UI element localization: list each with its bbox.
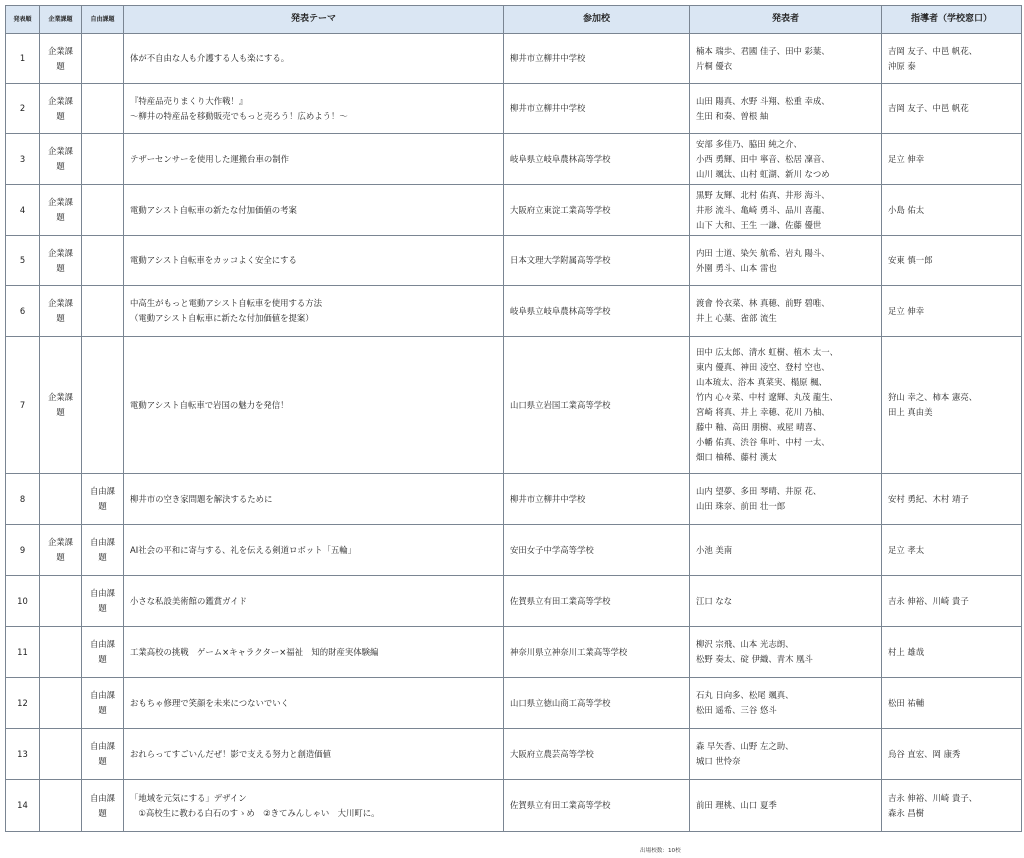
theme-cell [124,185,504,236]
theme-cell [124,627,504,678]
advisor-line: 小島 佑太 [888,204,925,215]
advisor-line: 安村 勇紀、木村 靖子 [888,493,969,504]
order-number-cell: 6 [6,286,40,337]
school-cell: 柳井市立柳井中学校 [504,34,690,84]
advisor-line: 田上 真由美 [888,407,933,417]
header-school: 参加校 [504,6,690,34]
advisor-line: 吉岡 友子、中邑 帆花、 [888,45,978,56]
advisor-cell [882,134,1022,185]
presenters-line: 井上 心葉、雀部 流生 [696,313,777,323]
header-theme: 発表テーマ [124,6,504,34]
order-number-cell: 3 [6,134,40,185]
presenters-line: 山本琉太、浴本 真菜実、榻原 楓、 [696,377,827,387]
school-cell: 岐阜県立岐阜農林高等学校 [504,134,690,185]
free-task-cell: 自由課題 [82,525,124,576]
theme-line: AI社会の平和に寄与する、礼を伝える剣道ロボット「五輪」 [130,544,356,555]
presenters-line: 小池 美南 [696,544,733,555]
theme-line: おもちゃ修理で笑顔を未来につないでいく [130,697,289,708]
school-cell: 神奈川県立神奈川工業高等学校 [504,627,690,678]
presenters-cell [690,286,882,337]
presenters-line: 江口 なな [696,595,733,606]
advisor-cell [882,474,1022,525]
advisor-line: 足立 孝太 [888,544,925,555]
order-number-cell: 1 [6,34,40,84]
corporate-task-cell: 企業課題 [40,84,82,134]
header-row [6,6,1022,34]
theme-cell [124,134,504,185]
corporate-task-cell [40,678,82,729]
presenters-line: 山川 颯汰、山村 虹湖、新川 なつめ [696,168,830,179]
presenters-line: 柳沢 宗飛、山本 光志朗、 [696,639,794,649]
school-cell: 山口県立徳山商工高等学校 [504,678,690,729]
presenters-line: 前田 理桃、山口 夏季 [696,800,777,810]
presenters-line: 松野 奏太、碇 伊織、青木 凰斗 [696,654,813,664]
order-number-cell: 12 [6,678,40,729]
advisor-cell [882,780,1022,832]
presenters-line: 内田 士道、染矢 航希、岩丸 陽斗、 [696,247,830,258]
schedule-table-container [5,5,1022,832]
presenters-line: 宮崎 将真、井上 幸穂、花川 乃柚、 [696,407,830,417]
presenters-cell [690,185,882,236]
advisor-line: 吉永 伸裕、川崎 貴子、 [888,792,978,803]
presenters-line: 石丸 日向多、松尾 颯真、 [696,690,794,700]
advisor-line: 沖原 泰 [888,60,916,71]
advisor-line: 狩山 幸之、柿本 憲亮、 [888,392,978,402]
theme-cell [124,576,504,627]
presenters-cell [690,337,882,474]
presenters-line: 山下 大和、王生 一謙、佐藤 優世 [696,219,822,230]
header-free: 自由課題 [82,6,124,34]
presenters-cell [690,84,882,134]
theme-cell [124,34,504,84]
free-task-cell [82,84,124,134]
theme-line: 中高生がもっと電動アシスト自転車を使用する方法 [130,298,323,308]
school-cell: 佐賀県立有田工業高等学校 [504,576,690,627]
corporate-task-cell [40,729,82,780]
theme-line: おれらってすごいんだぜ！影で支える努力と創造価値 [130,748,331,759]
advisor-line: 足立 伸幸 [888,153,925,164]
advisor-cell [882,236,1022,286]
advisor-line: 烏谷 直宏、岡 康秀 [888,748,961,759]
theme-line: 小さな私設美術館の鑑賞ガイド [130,595,247,606]
corporate-task-cell [40,780,82,832]
theme-cell [124,525,504,576]
school-cell: 日本文理大学附属高等学校 [504,236,690,286]
advisor-line: 安東 慎一郎 [888,255,933,265]
table-row [6,185,1022,236]
school-cell: 大阪府立農芸高等学校 [504,729,690,780]
corporate-task-cell [40,627,82,678]
theme-line: （電動アシスト自転車に新たな付加価値を提案） [130,313,314,323]
presenters-line: 田中 広太郎、清水 虹樹、植木 太一、 [696,347,838,357]
table-row [6,474,1022,525]
theme-line: 体が不自由な人も介護する人も楽にする。 [130,53,290,63]
theme-cell [124,678,504,729]
presenters-cell [690,729,882,780]
presenters-line: 外園 勇斗、山本 雷也 [696,262,777,273]
advisor-line: 吉永 伸裕、川崎 貴子 [888,595,969,606]
free-task-cell: 自由課題 [82,576,124,627]
header-presenters: 発表者 [690,6,882,34]
free-task-cell [82,34,124,84]
table-row [6,134,1022,185]
presenters-line: 森 早矢香、山野 左之助、 [696,741,794,751]
presenters-cell [690,678,882,729]
theme-line: 電動アシスト自転車で岩国の魅力を発信！ [130,399,289,410]
theme-cell [124,474,504,525]
free-task-cell: 自由課題 [82,729,124,780]
corporate-task-cell [40,576,82,627]
free-task-cell: 自由課題 [82,474,124,525]
presenters-line: 小幡 佑真、渋谷 隼叶、中村 一太、 [696,437,830,447]
table-row [6,236,1022,286]
presenters-line: 東内 優真、神田 凌空、登村 空也、 [696,362,830,372]
theme-line: 柳井市の空き家問題を解決するために [130,493,273,504]
school-cell: 岐阜県立岐阜農林高等学校 [504,286,690,337]
presenters-line: 竹内 心々菜、中村 遼輝、丸茂 龍生、 [696,392,838,402]
advisor-cell [882,678,1022,729]
advisor-cell [882,525,1022,576]
theme-line: 電動アシスト自転車をカッコよく安全にする [130,255,297,265]
order-number-cell: 9 [6,525,40,576]
school-cell: 柳井市立柳井中学校 [504,84,690,134]
free-task-cell: 自由課題 [82,627,124,678]
advisor-cell [882,84,1022,134]
presenters-line: 山田 珠奈、前田 壮一郎 [696,501,786,511]
advisor-cell [882,729,1022,780]
school-cell: 大阪府立東淀工業高等学校 [504,185,690,236]
order-number-cell: 2 [6,84,40,134]
theme-cell [124,780,504,832]
theme-cell [124,337,504,474]
table-row [6,627,1022,678]
presenters-line: 片桐 優衣 [696,60,733,71]
presenters-cell [690,34,882,84]
presenters-line: 渡會 怜衣菜、林 真穂、前野 碧唯、 [696,298,830,308]
presenters-line: 山田 陽真、水野 斗翔、松重 幸成、 [696,95,830,106]
corporate-task-cell: 企業課題 [40,337,82,474]
theme-cell [124,236,504,286]
theme-line: 『特産品売りまくり大作戦！』 [130,95,248,106]
advisor-line: 足立 伸幸 [888,305,925,316]
presenters-line: 安部 多佳乃、脇田 純之介、 [696,138,802,149]
presenters-cell [690,576,882,627]
free-task-cell [82,134,124,185]
advisor-cell [882,576,1022,627]
school-cell: 佐賀県立有田工業高等学校 [504,780,690,832]
presenters-line: 畑口 柚稀、藤村 漢太 [696,452,777,462]
order-number-cell: 10 [6,576,40,627]
corporate-task-cell: 企業課題 [40,286,82,337]
table-row [6,576,1022,627]
corporate-task-cell: 企業課題 [40,185,82,236]
school-cell: 柳井市立柳井中学校 [504,474,690,525]
free-task-cell: 自由課題 [82,780,124,832]
presenters-line: 生田 和奏、曽根 紬 [696,110,769,121]
theme-cell [124,729,504,780]
free-task-cell [82,236,124,286]
corporate-task-cell: 企業課題 [40,134,82,185]
table-row [6,337,1022,474]
theme-line: 工業高校の挑戦 ゲーム×キャラクター×福祉 知的財産実体験編 [130,646,379,657]
presenters-cell [690,134,882,185]
advisor-cell [882,627,1022,678]
corporate-task-cell: 企業課題 [40,525,82,576]
theme-line: 「地域を元気にする」デザイン [130,792,247,803]
header-advisor: 指導者（学校窓口） [882,6,1022,34]
advisor-line: 森永 昌樹 [888,807,925,818]
advisor-line: 村上 雄哉 [888,646,925,657]
table-row [6,780,1022,832]
free-task-cell [82,185,124,236]
corporate-task-cell [40,474,82,525]
order-number-cell: 8 [6,474,40,525]
presenters-cell [690,780,882,832]
school-cell: 安田女子中学高等学校 [504,525,690,576]
presenters-line: 藤中 釉、高田 朋樹、戒屋 晴喜、 [696,422,822,432]
order-number-cell: 4 [6,185,40,236]
table-row [6,678,1022,729]
table-row [6,286,1022,337]
order-number-cell: 7 [6,337,40,474]
order-number-cell: 14 [6,780,40,832]
table-row [6,525,1022,576]
free-task-cell: 自由課題 [82,678,124,729]
presenters-line: 楠本 瑞歩、君國 佳子、田中 彩葉、 [696,45,830,56]
table-row [6,84,1022,134]
advisor-cell [882,286,1022,337]
presenters-line: 小西 勇輝、田中 寧音、松居 凜音、 [696,153,830,164]
advisor-cell [882,34,1022,84]
theme-line: テザーセンサーを使用した運搬台車の制作 [130,153,289,164]
presenters-cell [690,236,882,286]
presenters-line: 松田 遥希、三谷 悠斗 [696,705,777,715]
order-number-cell: 11 [6,627,40,678]
header-corporate: 企業課題 [40,6,82,34]
theme-cell [124,286,504,337]
free-task-cell [82,286,124,337]
presenters-cell [690,525,882,576]
presenters-line: 黒野 友輝、北村 佑真、井形 海斗、 [696,189,830,200]
participating-school-count: 出場校数：10校 [640,848,681,854]
theme-line: 電動アシスト自転車の新たな付加価値の考案 [130,204,297,215]
table-body [6,34,1022,832]
presenters-line: 城口 世怜奈 [696,756,741,766]
table-header [6,6,1022,34]
table-row [6,729,1022,780]
corporate-task-cell: 企業課題 [40,34,82,84]
table-row [6,34,1022,84]
header-order: 発表順 [6,6,40,34]
advisor-line: 吉岡 友子、中邑 帆花 [888,103,969,113]
school-cell: 山口県立岩国工業高等学校 [504,337,690,474]
presentation-schedule-table [5,5,1022,832]
theme-line: ①高校生に教わる白石のすゝめ ②きてみんしゃい 大川町に。 [130,807,380,818]
order-number-cell: 13 [6,729,40,780]
order-number-cell: 5 [6,236,40,286]
free-task-cell [82,337,124,474]
presenters-cell [690,627,882,678]
advisor-line: 松田 祐輔 [888,697,925,708]
corporate-task-cell: 企業課題 [40,236,82,286]
advisor-cell [882,185,1022,236]
presenters-line: 山内 望夢、多田 琴晴、井原 花、 [696,486,822,496]
theme-cell [124,84,504,134]
presenters-cell [690,474,882,525]
theme-line: ～柳井の特産品を移動販売でもっと売ろう！広めよう！～ [130,110,348,121]
presenters-line: 井形 流斗、亀崎 勇斗、品川 喜龍、 [696,204,830,215]
advisor-cell [882,337,1022,474]
